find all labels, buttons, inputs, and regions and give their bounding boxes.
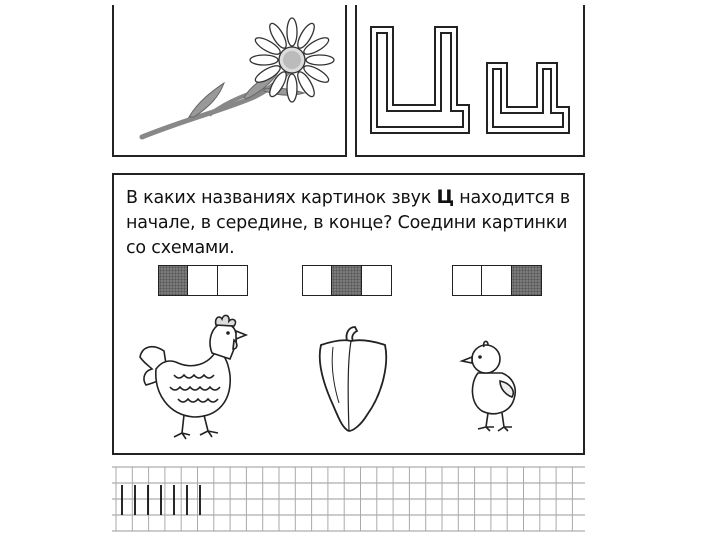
hen-icon[interactable]	[134, 313, 249, 443]
scheme-cell	[188, 265, 218, 296]
scheme-cell-filled	[332, 265, 362, 296]
scheme-cell	[302, 265, 332, 296]
scheme-cell	[452, 265, 482, 296]
scheme-cell-filled	[512, 265, 542, 296]
scheme-cell	[362, 265, 392, 296]
task-text-end: находится в начале, в середине, в конце? Соедини картинки со схемами.	[126, 188, 570, 258]
chick-icon[interactable]	[456, 335, 531, 435]
task-instruction	[126, 185, 576, 261]
scheme-cell-filled	[158, 265, 188, 296]
task-letter: Ц	[436, 186, 454, 208]
writing-grid[interactable]	[112, 463, 585, 540]
sound-scheme-start[interactable]	[158, 265, 250, 296]
pepper-icon[interactable]	[309, 323, 394, 433]
scheme-cell	[218, 265, 248, 296]
sound-scheme-middle[interactable]	[302, 265, 394, 296]
scheme-cell	[482, 265, 512, 296]
task-text-start: В каких названиях картинок звук	[126, 188, 437, 208]
flower-icon	[114, 5, 345, 153]
task-box	[112, 173, 585, 455]
letter-outline-box	[355, 5, 585, 157]
sound-scheme-end[interactable]	[452, 265, 544, 296]
letter-tse-outline-icon	[357, 5, 583, 153]
flower-picture-box	[112, 5, 347, 157]
